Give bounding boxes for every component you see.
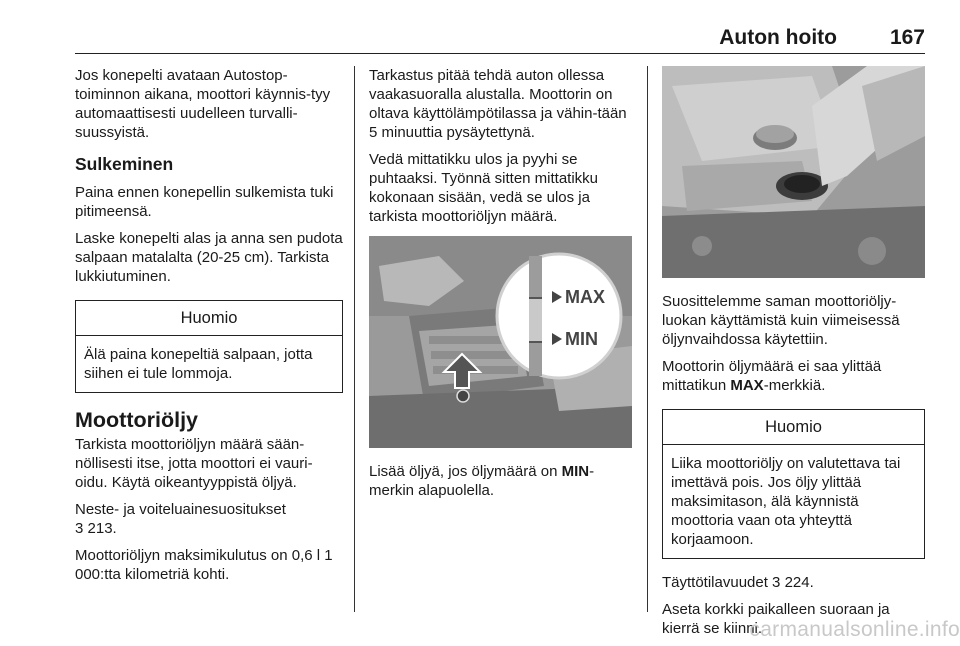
page-number: 167 — [889, 26, 925, 49]
paragraph: Moottoriöljyn maksimikulutus on 0,6 l 1 000:tta kilometriä kohti. — [75, 547, 333, 583]
header-rule — [75, 53, 925, 54]
engine-dipstick-image — [369, 236, 632, 448]
paragraph — [75, 500, 343, 538]
heading-closing: Sulkeminen — [75, 154, 174, 174]
reference-text: Neste- ja voiteluainesuositukset — [75, 501, 286, 518]
paragraph: Täyttötilavuudet 3 224. — [662, 574, 814, 591]
paragraph — [369, 462, 634, 500]
heading-engine-oil: Moottoriöljy — [75, 408, 199, 432]
paragraph: Suosittelemme saman moottoriöljy-luokan käyttämistä kuin viimeisessä öljynvaihdossa käytettiin. — [662, 293, 900, 348]
text-run: -merkkiä. — [763, 377, 826, 394]
paragraph: Tarkastus pitää tehdä auton ollessa vaakasuoralla alustalla. Moottorin on oltava käyttölämpötilassa ja vähin-tään 5 minuuttia pysäytettynä. — [369, 67, 627, 141]
paragraph: Jos konepelti avataan Autostop-toiminnon aikana, moottori käynnis-tyy automaattisesti uudelleen turvalli-suussyistä. — [75, 67, 331, 141]
text-run: -merkin alapuolella. — [369, 463, 595, 499]
note-heading: Huomio — [663, 410, 924, 445]
column-2 — [369, 66, 634, 508]
engine-oil-filler-image — [662, 66, 925, 278]
text-run: Moottorin öljymäärä ei saa ylittää mittatikun — [662, 358, 882, 394]
column-3 — [662, 66, 925, 646]
paragraph — [662, 357, 925, 395]
note-box — [75, 300, 343, 393]
page-reference-link[interactable]: 3 213. — [75, 520, 117, 537]
column-1 — [75, 66, 343, 592]
text-run: Lisää öljyä, jos öljymäärä on — [369, 463, 562, 480]
min-label: MIN — [565, 329, 598, 349]
column-divider — [354, 66, 355, 612]
min-mark-text: MIN — [561, 463, 590, 480]
paragraph: Paina ennen konepellin sulkemista tuki pitimeensä. — [75, 184, 334, 220]
oil-filler-illustration — [662, 66, 925, 278]
paragraph: Aseta korkki paikalleen suoraan ja kierrä se kiinni. — [662, 601, 890, 637]
note-box — [662, 409, 925, 559]
section-title: Auton hoito — [719, 26, 837, 49]
dipstick-illustration — [369, 236, 632, 448]
max-mark-text: MAX — [730, 377, 764, 394]
column-divider — [647, 66, 648, 612]
note-heading: Huomio — [76, 301, 342, 336]
page-header — [75, 26, 925, 53]
paragraph: Tarkista moottoriöljyn määrä sään-nöllisesti itse, jotta moottori ei vauri-oidu. Käytä oikeantyyppistä öljyä. — [75, 436, 313, 491]
watermark-text: carmanualsonline.info — [749, 618, 960, 641]
note-text: Liika moottoriöljy on valutettava tai imettävä pois. Jos öljy ylittää maksimitason, älä käynnistä moottoria vaan ota yhteyttä korjaamoon. — [671, 455, 901, 548]
max-label: MAX — [565, 287, 605, 307]
note-text: Älä paina konepeltiä salpaan, jotta siihen ei tule lommoja. — [84, 346, 313, 382]
paragraph: Vedä mittatikku ulos ja pyyhi se puhtaaksi. Työnnä sitten mittatikku kokonaan sisään, vedä se ulos ja tarkista moottoriöljyn määrä. — [369, 151, 599, 225]
paragraph: Laske konepelti alas ja anna sen pudota salpaan matalalta (20-25 cm). Tarkista lukkiutuminen. — [75, 230, 343, 285]
